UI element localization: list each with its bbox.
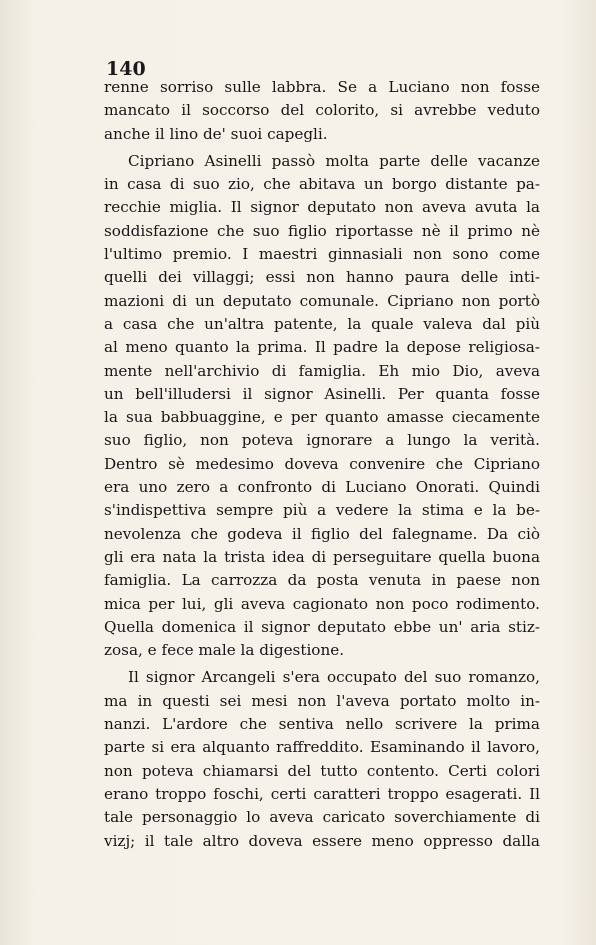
text-line: vizj; il tale altro doveva essere meno oppresso dalla — [104, 831, 540, 850]
text-line: un bell'illudersi il signor Asinelli. Per quanta fosse — [104, 384, 540, 403]
text-line: zosa, e fece male la digestione. — [104, 641, 345, 660]
text-line: erano troppo foschi, certi caratteri troppo esagerati. Il — [104, 784, 540, 803]
text-line: al meno quanto la prima. Il padre la depose religiosa- — [104, 338, 540, 357]
text-line: ma in questi sei mesi non l'aveva portato molto in- — [104, 691, 540, 710]
body-text — [104, 76, 540, 853]
text-line: anche il lino de' suoi capegli. — [104, 124, 328, 143]
text-line: soddisfazione che suo figlio riportasse nè il primo nè — [104, 221, 540, 240]
text-line: mica per lui, gli aveva cagionato non poco rodimento. — [104, 594, 540, 613]
text-line: parte si era alquanto raffreddito. Esaminando il lavoro, — [104, 738, 540, 757]
paragraph — [104, 150, 540, 663]
page-number: 140 — [106, 58, 146, 80]
text-line: nanzi. L'ardore che sentiva nello scrivere la prima — [104, 715, 540, 734]
text-line: famiglia. La carrozza da posta venuta in paese non — [104, 571, 540, 590]
text-line: Quella domenica il signor deputato ebbe un' aria stiz- — [104, 617, 540, 636]
text-line: in casa di suo zio, che abitava un borgo distante pa- — [104, 175, 540, 194]
text-line: quelli dei villaggi; essi non hanno paura delle inti- — [104, 268, 540, 287]
text-line: Dentro sè medesimo doveva convenire che Cipriano — [104, 454, 540, 473]
text-line: mente nell'archivio di famiglia. Eh mio Dio, aveva — [104, 361, 540, 380]
text-line: mazioni di un deputato comunale. Cipriano non portò — [104, 291, 540, 310]
text-line: suo figlio, non poteva ignorare a lungo la verità. — [104, 431, 540, 450]
text-line: Cipriano Asinelli passò molta parte delle vacanze — [128, 151, 540, 170]
text-line: la sua babbuaggine, e per quanto amasse ciecamente — [104, 408, 540, 427]
text-line: s'indispettiva sempre più a vedere la stima e la be- — [104, 501, 540, 520]
text-line: Il signor Arcangeli s'era occupato del suo romanzo, — [128, 668, 540, 687]
text-line: recchie miglia. Il signor deputato non aveva avuta la — [104, 198, 540, 217]
text-line: a casa che un'altra patente, la quale valeva dal più — [104, 314, 540, 333]
text-line: l'ultimo premio. I maestri ginnasiali non sono come — [104, 245, 540, 264]
paragraph — [104, 76, 540, 146]
paragraph — [104, 666, 540, 852]
text-line: era uno zero a confronto di Luciano Onorati. Quindi — [104, 478, 540, 497]
text-line: non poteva chiamarsi del tutto contento. Certi colori — [104, 761, 540, 780]
text-line: gli era nata la trista idea di perseguitare quella buona — [104, 547, 540, 566]
text-line: nevolenza che godeva il figlio del falegname. Da ciò — [104, 524, 540, 543]
text-line: tale personaggio lo aveva caricato soverchiamente di — [104, 808, 540, 827]
text-line: renne sorriso sulle labbra. Se a Luciano non fosse — [104, 78, 540, 96]
text-line: mancato il soccorso del colorito, si avrebbe veduto — [104, 101, 540, 120]
